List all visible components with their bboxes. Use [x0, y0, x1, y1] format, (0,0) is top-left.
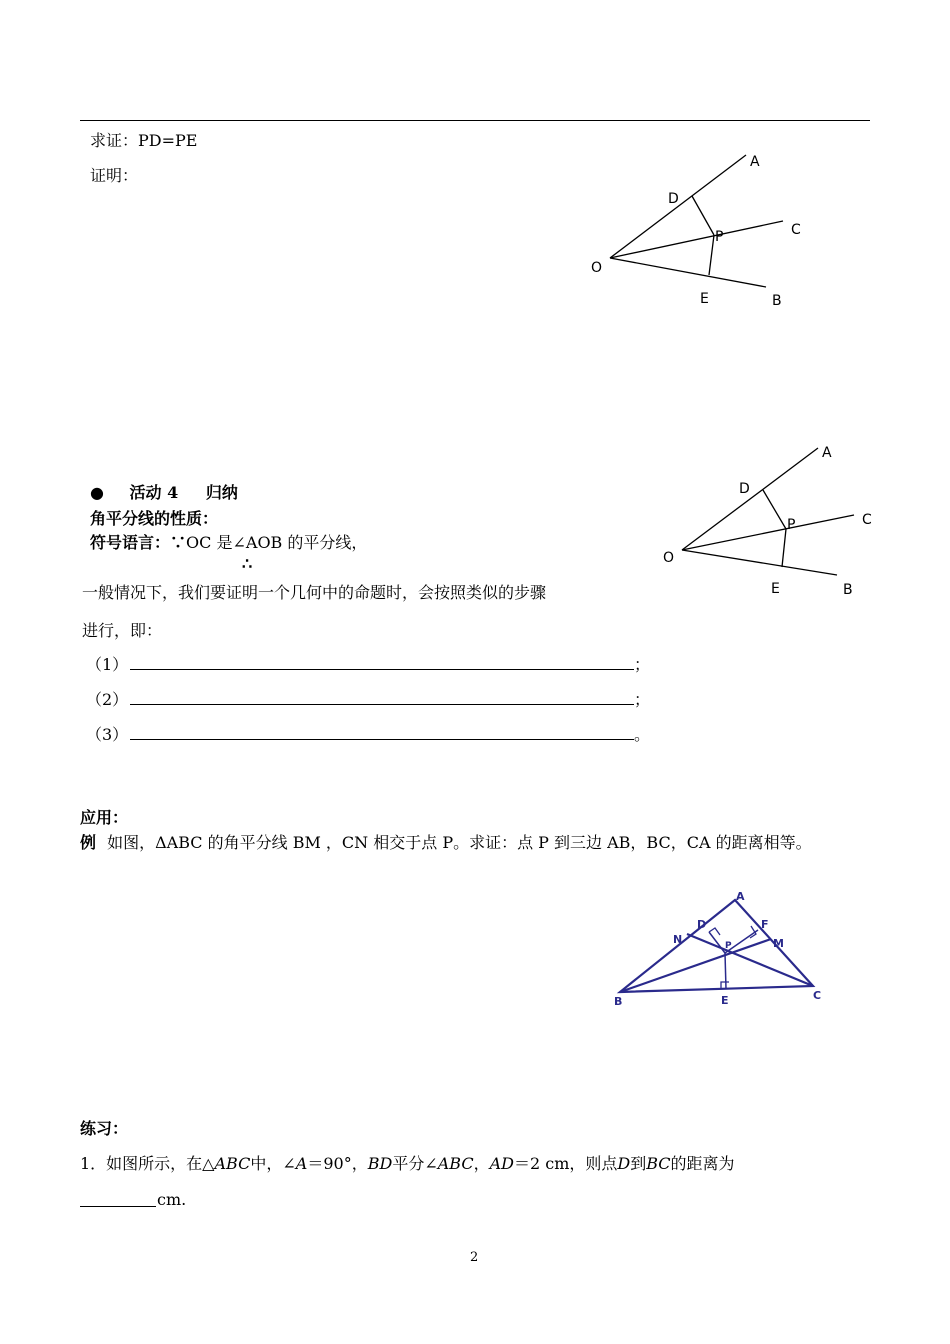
segment-pd: [763, 490, 786, 529]
label-e: E: [700, 291, 709, 307]
segment-pd: [692, 196, 714, 235]
activity-title: 活动 4: [129, 483, 179, 502]
q1-mid1: 中，∠: [250, 1154, 296, 1173]
example-text: 如图，ΔABC 的角平分线 BM ，CN 相交于点 P。求证：点 P 到三边 AB，BC，CA 的距离相等。: [107, 833, 812, 852]
q1-mid6: 到: [630, 1154, 647, 1173]
label-e: E: [771, 581, 780, 597]
triangle-figure: [605, 890, 845, 1030]
label-a: A: [822, 445, 832, 461]
ray-oc: [682, 515, 854, 550]
symbol-text: OC 是∠AOB 的平分线，: [186, 533, 368, 552]
q1-abc2: ABC: [437, 1154, 474, 1173]
prove-statement: 求证：PD=PE: [90, 131, 198, 150]
label-a: A: [736, 890, 745, 903]
header-rule: [80, 120, 870, 121]
general-line-1: 一般情况下，我们要证明一个几何中的命题时，会按照类似的步骤: [82, 583, 547, 602]
proof-label: 证明：: [90, 166, 139, 185]
q1-mid2: ＝90°，: [307, 1154, 368, 1173]
label-b: B: [843, 582, 853, 598]
example-line: [80, 830, 812, 853]
therefore-symbol: ∴: [242, 554, 253, 573]
practice-question-1: [80, 1151, 735, 1174]
label-f: F: [761, 918, 769, 931]
because-symbol: ∵: [170, 533, 187, 552]
q1-ad: AD: [489, 1154, 514, 1173]
q1-abc: ABC: [214, 1154, 251, 1173]
step-2-end: ；: [634, 690, 651, 709]
perp-pd: [709, 932, 725, 953]
label-n: N: [673, 933, 683, 946]
symbol-label: 符号语言：: [90, 533, 171, 552]
q1-prefix: 1．如图所示，在△: [80, 1154, 215, 1173]
step-1-blank[interactable]: [130, 669, 634, 670]
label-p: P: [787, 517, 796, 533]
label-b: B: [614, 995, 623, 1008]
property-label: 角平分线的性质：: [90, 509, 219, 528]
q1-bd: BD: [367, 1154, 393, 1173]
q1-mid3: 平分∠: [392, 1154, 438, 1173]
perp-pe: [725, 953, 726, 989]
step-3-number: （3）: [86, 725, 129, 744]
q1-tail: 的距离为: [670, 1154, 735, 1173]
label-c: C: [791, 222, 801, 238]
activity-heading: [90, 480, 238, 503]
label-o: O: [663, 550, 675, 566]
step-2-blank[interactable]: [130, 704, 634, 705]
example-label: 例: [80, 833, 97, 852]
angle-bisector-figure-1: [580, 145, 820, 315]
label-c: C: [862, 512, 872, 528]
label-p: P: [715, 229, 724, 245]
ray-ob: [682, 550, 837, 575]
segment-pe: [782, 529, 786, 567]
step-3-end: 。: [634, 725, 651, 744]
label-b: B: [772, 293, 782, 309]
right-angle-f: [750, 926, 756, 938]
q1-mid5: ＝2 cm，则点: [514, 1154, 618, 1173]
symbol-language: [90, 530, 367, 553]
ray-oc: [610, 221, 783, 258]
label-d: D: [697, 918, 707, 931]
q1-d: D: [617, 1154, 631, 1173]
label-e: E: [721, 994, 729, 1007]
activity-subtitle: 归纳: [205, 483, 238, 502]
bisector-bm: [620, 939, 771, 992]
ray-oa: [682, 448, 818, 550]
q1-unit: cm.: [157, 1190, 187, 1209]
label-o: O: [591, 260, 603, 276]
bullet: ●: [90, 483, 104, 502]
right-angle-e: [721, 982, 729, 988]
label-m: M: [773, 937, 784, 950]
bisector-cn: [687, 934, 813, 986]
step-3-blank[interactable]: [130, 739, 634, 740]
label-p: P: [725, 941, 732, 951]
label-d: D: [739, 481, 750, 497]
segment-pe: [709, 235, 714, 275]
q1-mid4: ，: [473, 1154, 490, 1173]
step-2-number: （2）: [86, 690, 129, 709]
q1-answer-blank[interactable]: [80, 1206, 156, 1207]
application-heading: 应用：: [80, 808, 129, 827]
angle-bisector-figure-2: [650, 440, 890, 610]
step-1-end: ；: [634, 655, 651, 674]
label-d: D: [668, 191, 679, 207]
q1-a: A: [295, 1154, 308, 1173]
ray-ob: [610, 258, 766, 287]
label-c: C: [813, 989, 822, 1002]
step-1-number: （1）: [86, 655, 129, 674]
page-number: 2: [470, 1250, 479, 1265]
q1-bc: BC: [646, 1154, 671, 1173]
label-a: A: [750, 154, 760, 170]
practice-heading: 练习：: [80, 1119, 129, 1138]
general-line-2: 进行，即：: [82, 621, 163, 640]
